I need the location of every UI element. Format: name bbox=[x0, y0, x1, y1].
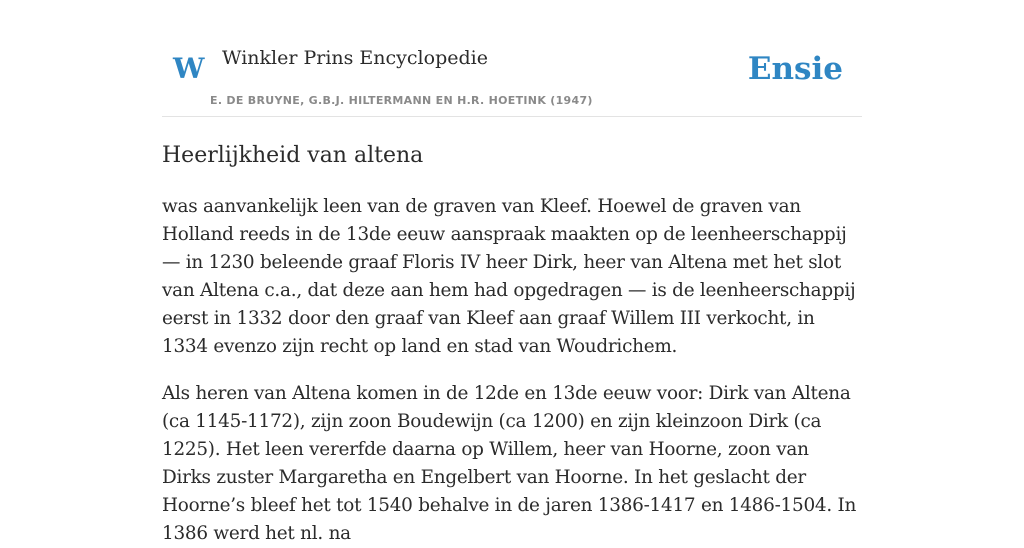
header bbox=[162, 0, 862, 117]
article-title: Heerlijkheid van altena bbox=[162, 143, 424, 168]
ensie-brand-logo[interactable]: Ensie bbox=[747, 51, 843, 87]
encyclopedia-logo-icon[interactable]: W bbox=[173, 52, 205, 85]
publication-title[interactable]: Winkler Prins Encyclopedie bbox=[222, 47, 488, 69]
article-paragraph-1: was aanvankelijk leen van de graven van Kleef. Hoewel de graven van Holland reeds in de 13de eeuw aanspraak maakten op de leenheerschappij — in 1230 beleende graaf Floris IV heer Dirk, heer van Altena met het slot van Altena c.a., dat deze aan hem had opgedragen — is de leenheerschappij eerst in 1332 door den graaf van Kleef aan graaf Willem III verkocht, in 1334 evenzo zijn recht op land en stad van Woudrichem. bbox=[162, 196, 856, 357]
article-paragraph-2: Als heren van Altena komen in de 12de en 13de eeuw voor: Dirk van Altena (ca 1145-1172), zijn zoon Boudewijn (ca 1200) en zijn kleinzoon Dirk (ca 1225). Het leen vererfde daarna op Willem, heer van Hoorne, zoon van Dirks zuster Margaretha en Engelbert van Hoorne. In het geslacht der Hoorne’s bleef het tot 1540 behalve in de jaren 1386-1417 en 1486-1504. In 1386 werd het nl. na bbox=[162, 383, 857, 544]
publication-authors: E. DE BRUYNE, G.B.J. HILTERMANN EN H.R. HOETINK (1947) bbox=[210, 94, 593, 107]
page-container bbox=[162, 0, 862, 548]
